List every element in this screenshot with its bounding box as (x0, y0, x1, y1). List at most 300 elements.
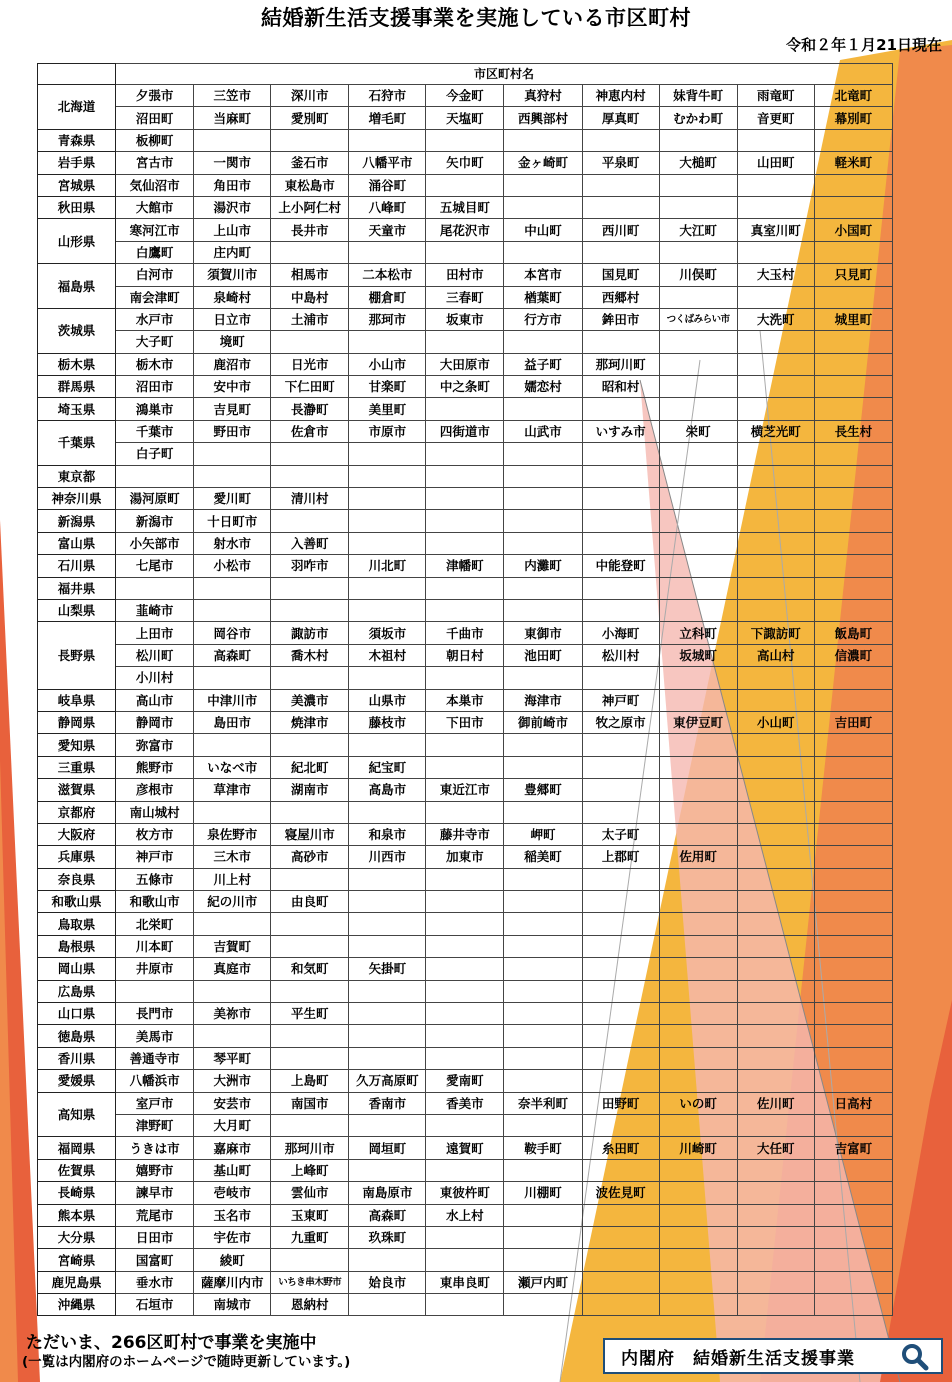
municipality-cell (349, 1159, 426, 1181)
table-row (38, 264, 893, 286)
table-row (38, 958, 893, 980)
table-row (38, 846, 893, 868)
municipality-cell (814, 1271, 892, 1293)
municipality-cell: 昭和村 (582, 376, 659, 398)
municipality-cell (659, 958, 737, 980)
municipality-cell: 小海町 (582, 622, 659, 644)
municipality-cell: 十日町市 (194, 510, 271, 532)
prefecture-cell: 秋田県 (38, 196, 116, 218)
municipality-cell (659, 510, 737, 532)
table-row (38, 1003, 893, 1025)
table-row (38, 532, 893, 554)
municipality-cell (349, 868, 426, 890)
search-box[interactable] (603, 1338, 943, 1374)
municipality-cell (426, 510, 504, 532)
municipality-cell: 鴻巣市 (116, 398, 194, 420)
prefecture-cell: 福井県 (38, 577, 116, 599)
municipality-cell: 諏訪市 (271, 622, 349, 644)
municipality-cell (814, 376, 892, 398)
municipality-cell: 高島市 (349, 779, 426, 801)
table-row (38, 980, 893, 1002)
prefecture-cell: 徳島県 (38, 1025, 116, 1047)
municipality-cell: 井原市 (116, 958, 194, 980)
municipality-cell (659, 286, 737, 308)
municipality-cell: 稲美町 (504, 846, 582, 868)
municipality-cell (659, 1114, 737, 1136)
municipality-cell: 川崎町 (659, 1137, 737, 1159)
municipality-cell: 信濃町 (814, 644, 892, 666)
municipality-cell (737, 577, 814, 599)
municipality-cell: 喬木村 (271, 644, 349, 666)
municipality-cell (814, 599, 892, 621)
municipality-cell (504, 465, 582, 487)
municipality-cell: 本宮市 (504, 264, 582, 286)
municipality-cell: 小松市 (194, 555, 271, 577)
municipality-cell: 坂東市 (426, 308, 504, 330)
municipality-cell: 吉見町 (194, 398, 271, 420)
municipality-cell (349, 331, 426, 353)
municipality-cell (659, 488, 737, 510)
table-row (38, 1204, 893, 1226)
municipality-cell: 石垣市 (116, 1294, 194, 1316)
municipality-cell (737, 1070, 814, 1092)
municipality-cell (659, 667, 737, 689)
municipality-cell: 八幡浜市 (116, 1070, 194, 1092)
municipality-cell (504, 443, 582, 465)
municipality-cell (659, 129, 737, 151)
municipality-cell: 西興部村 (504, 107, 582, 129)
municipality-cell: 新潟市 (116, 510, 194, 532)
municipality-cell (116, 465, 194, 487)
municipality-cell: 愛川町 (194, 488, 271, 510)
municipality-cell: 日光市 (271, 353, 349, 375)
municipality-cell (737, 286, 814, 308)
municipality-cell: 南国市 (271, 1092, 349, 1114)
municipality-cell (814, 398, 892, 420)
municipality-cell (814, 1182, 892, 1204)
municipality-cell (814, 1249, 892, 1271)
municipality-cell: 寝屋川市 (271, 823, 349, 845)
prefecture-cell: 島根県 (38, 935, 116, 957)
municipality-cell (814, 1070, 892, 1092)
municipality-cell (194, 913, 271, 935)
municipality-cell: 南城市 (194, 1294, 271, 1316)
municipality-cell: 釜石市 (271, 152, 349, 174)
table-row (38, 935, 893, 957)
table-row (38, 376, 893, 398)
municipality-cell (659, 331, 737, 353)
municipality-cell: 長門市 (116, 1003, 194, 1025)
table-row (38, 734, 893, 756)
municipality-cell: 神戸町 (582, 689, 659, 711)
table-row (38, 1025, 893, 1047)
municipality-cell (737, 935, 814, 957)
table-row (38, 555, 893, 577)
municipality-cell (194, 465, 271, 487)
municipality-cell (737, 465, 814, 487)
prefecture-cell: 愛知県 (38, 734, 116, 756)
municipality-cell: 大槌町 (659, 152, 737, 174)
municipality-cell (349, 443, 426, 465)
municipality-cell (504, 891, 582, 913)
municipality-cell (582, 1271, 659, 1293)
municipality-cell: 音更町 (737, 107, 814, 129)
municipality-cell: 三春町 (426, 286, 504, 308)
municipality-cell: 石狩市 (349, 85, 426, 107)
table-row (38, 1294, 893, 1316)
municipality-cell: 上峰町 (271, 1159, 349, 1181)
municipality-cell (814, 801, 892, 823)
municipality-cell (582, 510, 659, 532)
municipality-cell: 板柳町 (116, 129, 194, 151)
municipality-cell (271, 980, 349, 1002)
municipality-cell: 羽咋市 (271, 555, 349, 577)
municipality-cell (582, 801, 659, 823)
municipality-cell (426, 1226, 504, 1248)
municipality-cell: 東御市 (504, 622, 582, 644)
municipality-cell (737, 510, 814, 532)
municipality-cell: 諫早市 (116, 1182, 194, 1204)
municipality-cell (116, 577, 194, 599)
municipality-cell (504, 913, 582, 935)
municipality-cell (116, 980, 194, 1002)
table-row (38, 913, 893, 935)
municipality-cell: 長井市 (271, 219, 349, 241)
municipality-cell (426, 1159, 504, 1181)
municipality-cell (737, 599, 814, 621)
table-row (38, 599, 893, 621)
prefecture-cell: 千葉県 (38, 420, 116, 465)
prefecture-cell: 京都府 (38, 801, 116, 823)
municipality-cell: 川上村 (194, 868, 271, 890)
table-row (38, 465, 893, 487)
municipality-cell: 東彼杵町 (426, 1182, 504, 1204)
municipality-cell (737, 1204, 814, 1226)
municipality-cell (426, 734, 504, 756)
municipality-cell: 東伊豆町 (659, 711, 737, 733)
municipality-cell (814, 1226, 892, 1248)
municipality-cell (814, 286, 892, 308)
municipality-cell (659, 1182, 737, 1204)
municipality-cell: 池田町 (504, 644, 582, 666)
municipality-cell: 金ヶ崎町 (504, 152, 582, 174)
municipality-cell (737, 1047, 814, 1069)
municipality-cell (194, 129, 271, 151)
municipality-cell (271, 734, 349, 756)
municipality-cell: 上郡町 (582, 846, 659, 868)
municipality-cell (814, 129, 892, 151)
municipality-cell: 山田町 (737, 152, 814, 174)
prefecture-cell: 群馬県 (38, 376, 116, 398)
municipality-cell (737, 846, 814, 868)
municipality-cell (504, 868, 582, 890)
municipality-cell (194, 577, 271, 599)
municipality-cell (737, 1249, 814, 1271)
municipality-cell (426, 913, 504, 935)
prefecture-cell: 岐阜県 (38, 689, 116, 711)
municipality-cell (659, 1159, 737, 1181)
prefecture-cell: 静岡県 (38, 711, 116, 733)
municipality-cell: 市原市 (349, 420, 426, 442)
municipality-cell: 益子町 (504, 353, 582, 375)
municipality-cell (659, 913, 737, 935)
municipality-cell: 朝日村 (426, 644, 504, 666)
municipality-cell (349, 241, 426, 263)
table-row (38, 129, 893, 151)
municipality-cell: 北栄町 (116, 913, 194, 935)
municipality-cell: 大月町 (194, 1114, 271, 1136)
municipality-cell: 玉東町 (271, 1204, 349, 1226)
municipality-cell: 湯河原町 (116, 488, 194, 510)
municipality-cell: 立科町 (659, 622, 737, 644)
municipality-cell: 奈半利町 (504, 1092, 582, 1114)
municipality-cell (582, 913, 659, 935)
municipality-cell (659, 868, 737, 890)
table-row (38, 152, 893, 174)
municipality-cell: 瀬戸内町 (504, 1271, 582, 1293)
municipality-cell: 庄内町 (194, 241, 271, 263)
table-row (38, 1137, 893, 1159)
prefecture-cell: 石川県 (38, 555, 116, 577)
municipality-cell: 安中市 (194, 376, 271, 398)
municipality-cell (504, 196, 582, 218)
municipality-cell (426, 398, 504, 420)
municipality-cell: 焼津市 (271, 711, 349, 733)
municipality-cell (349, 1114, 426, 1136)
table-row (38, 219, 893, 241)
table-row (38, 891, 893, 913)
municipality-cell: 日立市 (194, 308, 271, 330)
municipality-cell: 和泉市 (349, 823, 426, 845)
municipality-cell: 須坂市 (349, 622, 426, 644)
municipality-cell: 美濃市 (271, 689, 349, 711)
municipality-cell: 彦根市 (116, 779, 194, 801)
municipality-cell: 千葉市 (116, 420, 194, 442)
municipality-cell: 須賀川市 (194, 264, 271, 286)
municipality-cell (814, 331, 892, 353)
municipality-cell (582, 1070, 659, 1092)
municipality-cell (814, 443, 892, 465)
table-row (38, 308, 893, 330)
municipality-cell: 草津市 (194, 779, 271, 801)
municipality-cell: 小川村 (116, 667, 194, 689)
search-icon[interactable] (901, 1343, 929, 1371)
prefecture-cell: 熊本県 (38, 1204, 116, 1226)
municipality-cell (582, 1025, 659, 1047)
municipality-cell (271, 599, 349, 621)
municipality-cell (582, 779, 659, 801)
municipality-cell: 天童市 (349, 219, 426, 241)
municipality-cell (737, 667, 814, 689)
municipality-cell: いの町 (659, 1092, 737, 1114)
prefecture-cell: 富山県 (38, 532, 116, 554)
municipality-cell: 神戸市 (116, 846, 194, 868)
municipality-cell (814, 891, 892, 913)
municipality-cell: 下諏訪町 (737, 622, 814, 644)
table-row (38, 488, 893, 510)
municipality-cell: 八幡平市 (349, 152, 426, 174)
municipality-cell: 南山城村 (116, 801, 194, 823)
municipality-cell (814, 913, 892, 935)
municipality-cell: 東松島市 (271, 174, 349, 196)
municipality-cell: 愛南町 (426, 1070, 504, 1092)
municipality-cell: 室戸市 (116, 1092, 194, 1114)
prefecture-cell: 山口県 (38, 1003, 116, 1025)
municipality-cell (737, 1271, 814, 1293)
municipality-cell: 高砂市 (271, 846, 349, 868)
municipality-cell: 枚方市 (116, 823, 194, 845)
municipality-cell (504, 577, 582, 599)
municipality-cell (582, 488, 659, 510)
municipality-cell (194, 599, 271, 621)
municipality-cell (814, 667, 892, 689)
table-row (38, 622, 893, 644)
municipality-cell: 平泉町 (582, 152, 659, 174)
municipality-cell (426, 488, 504, 510)
municipality-cell (659, 1025, 737, 1047)
municipality-cell (737, 1226, 814, 1248)
municipality-cell: 岬町 (504, 823, 582, 845)
municipality-cell (349, 532, 426, 554)
prefecture-cell: 山形県 (38, 219, 116, 264)
table-row (38, 331, 893, 353)
municipality-cell: 那珂市 (349, 308, 426, 330)
municipality-cell: 千曲市 (426, 622, 504, 644)
municipality-cell: 今金町 (426, 85, 504, 107)
prefecture-cell: 香川県 (38, 1047, 116, 1069)
municipality-cell: 西川町 (582, 219, 659, 241)
municipality-cell: 波佐見町 (582, 1182, 659, 1204)
municipality-cell (426, 1249, 504, 1271)
municipality-cell (814, 196, 892, 218)
municipality-cell: 清川村 (271, 488, 349, 510)
municipality-cell: 三笠市 (194, 85, 271, 107)
municipality-cell: 遠賀町 (426, 1137, 504, 1159)
municipality-cell (737, 488, 814, 510)
municipality-cell: 津野町 (116, 1114, 194, 1136)
municipality-cell (814, 1047, 892, 1069)
municipality-cell: 白河市 (116, 264, 194, 286)
prefecture-cell: 山梨県 (38, 599, 116, 621)
municipality-cell: 松川町 (116, 644, 194, 666)
prefecture-cell: 宮崎県 (38, 1249, 116, 1271)
municipality-cell: 日田市 (116, 1226, 194, 1248)
municipality-cell (659, 174, 737, 196)
municipality-cell (737, 823, 814, 845)
municipality-cell (426, 174, 504, 196)
municipality-cell (349, 129, 426, 151)
prefecture-cell: 沖縄県 (38, 1294, 116, 1316)
table-row (38, 644, 893, 666)
municipality-cell (737, 443, 814, 465)
municipality-cell: 和気町 (271, 958, 349, 980)
prefecture-cell: 北海道 (38, 85, 116, 130)
municipality-cell (582, 891, 659, 913)
municipality-cell (582, 599, 659, 621)
municipality-cell: 横芝光町 (737, 420, 814, 442)
municipality-cell: 中之条町 (426, 376, 504, 398)
municipality-cell (504, 980, 582, 1002)
prefecture-cell: 広島県 (38, 980, 116, 1002)
municipality-cell (504, 488, 582, 510)
municipality-cell (814, 1114, 892, 1136)
municipality-cell (582, 129, 659, 151)
municipality-cell (737, 398, 814, 420)
municipality-cell (426, 1025, 504, 1047)
municipality-cell (582, 1047, 659, 1069)
municipality-cell: 寒河江市 (116, 219, 194, 241)
municipality-cell (271, 1249, 349, 1271)
municipality-cell: 棚倉町 (349, 286, 426, 308)
table-row (38, 823, 893, 845)
municipality-cell (349, 577, 426, 599)
table-header: 市区町村名 (116, 64, 893, 85)
municipality-cell: 気仙沼市 (116, 174, 194, 196)
municipality-cell (504, 667, 582, 689)
municipality-cell: つくばみらい市 (659, 308, 737, 330)
municipality-cell (426, 532, 504, 554)
municipality-cell: 松川村 (582, 644, 659, 666)
municipality-cell (814, 868, 892, 890)
municipality-cell (737, 779, 814, 801)
municipality-cell: 上山市 (194, 219, 271, 241)
municipality-cell (504, 510, 582, 532)
municipality-cell (504, 398, 582, 420)
prefecture-cell: 埼玉県 (38, 398, 116, 420)
municipality-cell: 楢葉町 (504, 286, 582, 308)
municipality-cell (659, 1204, 737, 1226)
municipality-cell: 小山町 (737, 711, 814, 733)
municipality-cell: いなべ市 (194, 756, 271, 778)
table-row (38, 1271, 893, 1293)
municipality-cell: 美馬市 (116, 1025, 194, 1047)
municipality-cell (737, 196, 814, 218)
municipality-cell: 牧之原市 (582, 711, 659, 733)
municipality-cell (737, 129, 814, 151)
municipality-cell (349, 465, 426, 487)
municipality-cell: 矢巾町 (426, 152, 504, 174)
municipality-cell: 川棚町 (504, 1182, 582, 1204)
municipality-cell (814, 174, 892, 196)
municipality-cell (271, 868, 349, 890)
municipality-cell: 薩摩川内市 (194, 1271, 271, 1293)
municipality-cell (737, 331, 814, 353)
table-row (38, 689, 893, 711)
municipality-cell: 南会津町 (116, 286, 194, 308)
municipality-cell: 行方市 (504, 308, 582, 330)
municipality-cell: 姶良市 (349, 1271, 426, 1293)
municipality-cell: 佐用町 (659, 846, 737, 868)
municipality-cell: 白子町 (116, 443, 194, 465)
municipality-cell (426, 667, 504, 689)
municipality-cell: 水上村 (426, 1204, 504, 1226)
municipality-cell: 涌谷町 (349, 174, 426, 196)
municipality-cell (659, 980, 737, 1002)
municipality-cell (814, 353, 892, 375)
municipality-cell: 大館市 (116, 196, 194, 218)
municipality-cell (582, 174, 659, 196)
municipality-cell (737, 1182, 814, 1204)
municipality-cell: 射水市 (194, 532, 271, 554)
municipality-cell (737, 891, 814, 913)
municipality-cell (426, 465, 504, 487)
municipality-cell (349, 1047, 426, 1069)
municipality-cell (737, 868, 814, 890)
municipality-cell: 小国町 (814, 219, 892, 241)
municipality-cell: 甘楽町 (349, 376, 426, 398)
municipality-cell: 高森町 (194, 644, 271, 666)
municipality-cell: 大洲市 (194, 1070, 271, 1092)
